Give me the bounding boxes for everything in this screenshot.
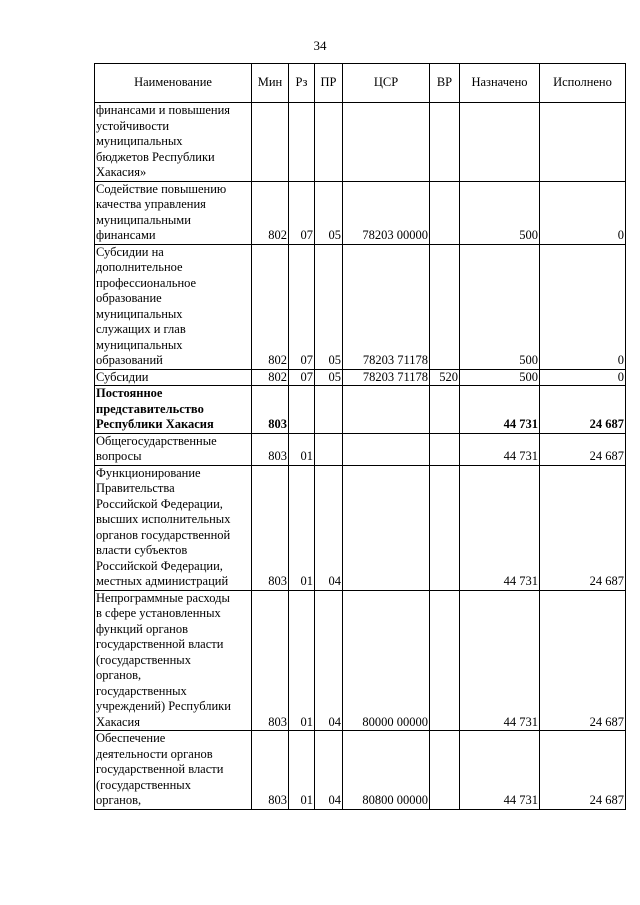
row-rz	[289, 103, 315, 182]
row-rz: 07	[289, 244, 315, 369]
table-row	[95, 465, 626, 590]
row-rz: 01	[289, 590, 315, 731]
row-vr	[430, 731, 460, 810]
row-csr: 78203 71178	[343, 244, 430, 369]
row-rz: 01	[289, 731, 315, 810]
row-min: 802	[252, 244, 289, 369]
row-assigned: 500	[460, 181, 540, 244]
row-vr	[430, 433, 460, 465]
row-min: 803	[252, 433, 289, 465]
row-pr: 04	[315, 465, 343, 590]
row-assigned: 44 731	[460, 386, 540, 434]
row-csr: 78203 00000	[343, 181, 430, 244]
row-pr: 05	[315, 369, 343, 386]
header-rz: Рз	[289, 64, 315, 103]
row-pr	[315, 103, 343, 182]
row-csr	[343, 433, 430, 465]
row-assigned: 44 731	[460, 731, 540, 810]
row-rz: 07	[289, 369, 315, 386]
row-executed: 24 687	[540, 590, 626, 731]
row-min: 803	[252, 731, 289, 810]
row-rz: 01	[289, 433, 315, 465]
row-pr: 04	[315, 731, 343, 810]
table-header-row	[95, 64, 626, 103]
row-csr	[343, 386, 430, 434]
row-pr: 04	[315, 590, 343, 731]
row-executed: 0	[540, 369, 626, 386]
row-name: Общегосударственные вопросы	[95, 433, 252, 465]
row-vr	[430, 244, 460, 369]
table-row	[95, 731, 626, 810]
row-rz: 01	[289, 465, 315, 590]
row-name: Содействие повышению качества управления муниципальными финансами	[95, 181, 252, 244]
row-csr	[343, 465, 430, 590]
row-assigned: 44 731	[460, 433, 540, 465]
row-assigned: 500	[460, 244, 540, 369]
header-vr: ВР	[430, 64, 460, 103]
row-min: 802	[252, 181, 289, 244]
page-number: 34	[313, 38, 327, 53]
row-executed: 24 687	[540, 465, 626, 590]
row-vr	[430, 465, 460, 590]
row-csr: 80000 00000	[343, 590, 430, 731]
row-name: Субсидии на дополнительное профессиональное образование муниципальных служащих и глав муниципальных образований	[95, 244, 252, 369]
row-executed: 24 687	[540, 433, 626, 465]
row-min: 803	[252, 465, 289, 590]
row-name: Субсидии	[95, 369, 252, 386]
header-pr: ПР	[315, 64, 343, 103]
header-csr: ЦСР	[343, 64, 430, 103]
row-name: Обеспечение деятельности органов государственной власти (государственных органов,	[95, 731, 252, 810]
header-min: Мин	[252, 64, 289, 103]
row-vr	[430, 103, 460, 182]
row-min: 803	[252, 386, 289, 434]
row-assigned: 44 731	[460, 465, 540, 590]
row-executed: 24 687	[540, 731, 626, 810]
header-name: Наименование	[95, 64, 252, 103]
row-pr	[315, 433, 343, 465]
table-row	[95, 433, 626, 465]
header-assigned: Назначено	[460, 64, 540, 103]
row-name: финансами и повышения устойчивости муниципальных бюджетов Республики Хакасия»	[95, 103, 252, 182]
row-rz	[289, 386, 315, 434]
row-vr: 520	[430, 369, 460, 386]
table-row	[95, 590, 626, 731]
row-pr	[315, 386, 343, 434]
row-vr	[430, 181, 460, 244]
row-min: 803	[252, 590, 289, 731]
row-assigned: 500	[460, 369, 540, 386]
row-min: 802	[252, 369, 289, 386]
row-executed: 24 687	[540, 386, 626, 434]
row-min	[252, 103, 289, 182]
row-csr	[343, 103, 430, 182]
row-rz: 07	[289, 181, 315, 244]
row-assigned	[460, 103, 540, 182]
row-pr: 05	[315, 244, 343, 369]
row-csr: 80800 00000	[343, 731, 430, 810]
row-pr: 05	[315, 181, 343, 244]
header-executed: Исполнено	[540, 64, 626, 103]
row-name: Постоянное представительство Республики Хакасия	[95, 386, 252, 434]
table-row	[95, 181, 626, 244]
row-executed	[540, 103, 626, 182]
row-executed: 0	[540, 181, 626, 244]
table-row	[95, 103, 626, 182]
table-row	[95, 369, 626, 386]
table-row	[95, 244, 626, 369]
row-name: Непрограммные расходы в сфере установленных функций органов государственной власти (государственных органов, государственных учреждений) Республики Хакасия	[95, 590, 252, 731]
row-vr	[430, 386, 460, 434]
row-name: Функционирование Правительства Российской Федерации, высших исполнительных органов государственной власти субъектов Российской Федерации, местных администраций	[95, 465, 252, 590]
row-assigned: 44 731	[460, 590, 540, 731]
budget-table	[94, 63, 626, 810]
table-row	[95, 386, 626, 434]
row-vr	[430, 590, 460, 731]
row-csr: 78203 71178	[343, 369, 430, 386]
row-executed: 0	[540, 244, 626, 369]
